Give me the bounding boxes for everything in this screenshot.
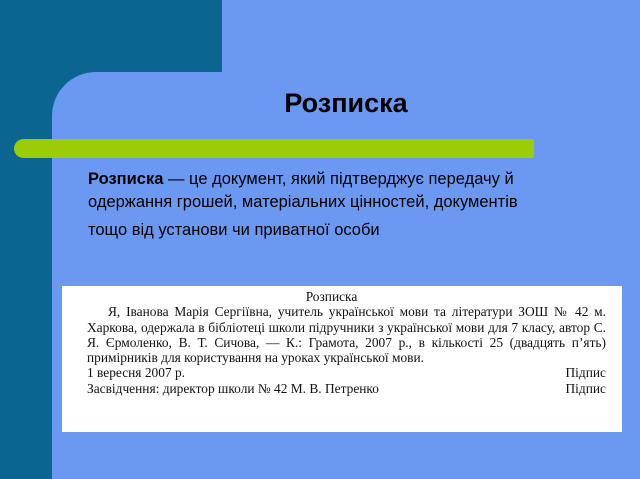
receipt-date-row <box>87 365 606 380</box>
receipt-body: Я, Іванова Марія Сергіївна, учитель української мови та літератури ЗОШ № 42 м. Харкова, одержала в бібліотеці школи підручники з української мови для 7 класу, автор С. Я. Єрмоленко, В. Т. Сичова, — К.: Грамота, 2007 р., в кількості 25 (двадцять п’ять) примірників для користування на уроках української мови. <box>87 304 606 366</box>
definition-term: Розписка <box>88 170 164 188</box>
definition-line3: тощо від установи чи приватної особи <box>88 221 380 239</box>
slide-title: Розписка <box>284 88 408 118</box>
receipt-title: Розписка <box>305 289 358 304</box>
receipt-certification: Засвідчення: директор школи № 42 М. В. Петренко <box>87 380 379 396</box>
receipt-signature-1: Підпис <box>565 365 606 381</box>
top-decor-block <box>0 0 222 72</box>
definition-text <box>88 168 598 242</box>
accent-bar <box>14 139 534 158</box>
definition-body: — це документ, який підтверджує передачу й одержання грошей, матеріальних цінностей, документів <box>88 170 518 211</box>
receipt-date: 1 вересня 2007 р. <box>87 365 185 381</box>
receipt-example-image <box>62 286 622 432</box>
receipt-certification-row <box>87 381 606 396</box>
receipt-signature-2: Підпис <box>565 380 606 396</box>
